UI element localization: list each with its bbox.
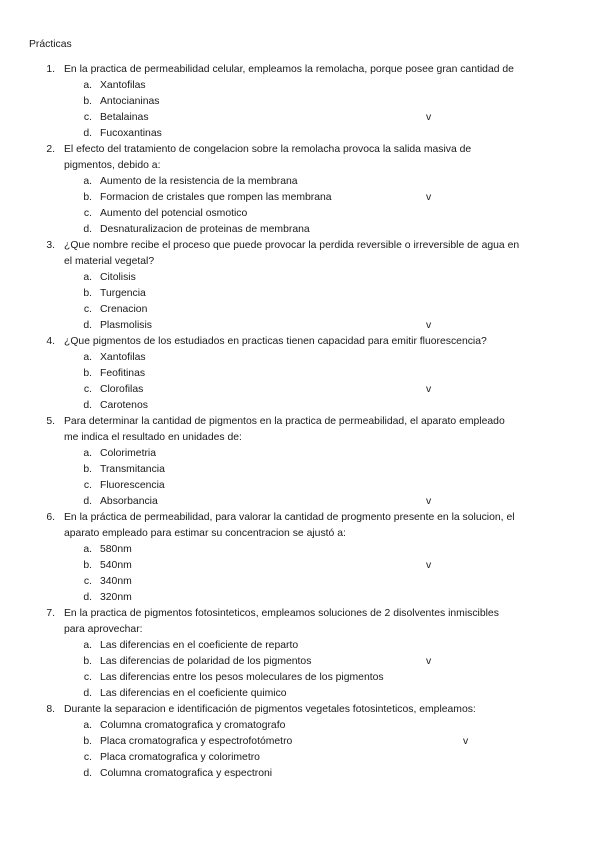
question-item xyxy=(0,334,600,414)
option-letter: b. xyxy=(83,368,92,379)
answer-option xyxy=(0,718,600,734)
option-text: Columna cromatografica y cromatografo xyxy=(100,720,286,731)
answer-option xyxy=(0,270,600,286)
answer-option xyxy=(0,654,600,670)
option-letter: c. xyxy=(83,384,92,395)
question-line xyxy=(0,510,600,526)
question-line xyxy=(0,254,600,270)
correct-answer-mark: v xyxy=(463,736,469,747)
option-letter: a. xyxy=(83,720,92,731)
correct-answer-mark: v xyxy=(426,496,432,507)
question-item xyxy=(0,414,600,510)
answer-option xyxy=(0,574,600,590)
option-text: 340nm xyxy=(100,576,132,587)
option-letter: d. xyxy=(83,320,92,331)
answer-option xyxy=(0,638,600,654)
option-text: Formacion de cristales que rompen las membrana xyxy=(100,192,332,203)
option-text: Feofitinas xyxy=(100,368,146,379)
option-text: Plasmolisis xyxy=(100,320,152,331)
question-item xyxy=(0,62,600,142)
answer-option xyxy=(0,558,600,574)
question-text: En la práctica de permeabilidad, para valorar la cantidad de progmento presente en la solucion, el xyxy=(64,512,515,523)
question-text: pigmentos, debido a: xyxy=(64,160,161,171)
question-text: aparato empleado para estimar su concentracion se ajustó a: xyxy=(64,528,346,539)
option-letter: b. xyxy=(83,192,92,203)
question-text: El efecto del tratamiento de congelacion sobre la remolacha provoca la salida masiva de xyxy=(64,144,472,155)
question-number: 2. xyxy=(46,144,55,155)
question-line xyxy=(0,606,600,622)
correct-answer-mark: v xyxy=(426,112,432,123)
option-text: Crenacion xyxy=(100,304,148,315)
option-letter: c. xyxy=(83,208,92,219)
option-letter: a. xyxy=(83,80,92,91)
answer-option xyxy=(0,110,600,126)
answer-option xyxy=(0,446,600,462)
answer-option xyxy=(0,78,600,94)
question-text: Durante la separacion e identificación de pigmentos vegetales fotosinteticos, empleamos: xyxy=(64,704,476,715)
option-text: Carotenos xyxy=(100,400,148,411)
answer-option xyxy=(0,126,600,142)
question-item xyxy=(0,606,600,702)
option-text: Absorbancia xyxy=(100,496,158,507)
question-item xyxy=(0,510,600,606)
answer-option xyxy=(0,286,600,302)
question-number: 6. xyxy=(46,512,55,523)
answer-option xyxy=(0,366,600,382)
question-text: me indica el resultado en unidades de: xyxy=(64,432,242,443)
question-number: 4. xyxy=(46,336,55,347)
option-text: Aumento del potencial osmotico xyxy=(100,208,248,219)
question-line xyxy=(0,62,600,78)
answer-option xyxy=(0,94,600,110)
option-letter: c. xyxy=(83,480,92,491)
question-line xyxy=(0,334,600,350)
correct-answer-mark: v xyxy=(426,560,432,571)
question-line xyxy=(0,526,600,542)
answer-option xyxy=(0,382,600,398)
option-text: Transmitancia xyxy=(100,464,165,475)
answer-option xyxy=(0,734,600,750)
option-text: Las diferencias en el coeficiente de reparto xyxy=(100,640,299,651)
answer-option xyxy=(0,590,600,606)
answer-option xyxy=(0,462,600,478)
option-text: Las diferencias entre los pesos moleculares de los pigmentos xyxy=(100,672,384,683)
option-letter: c. xyxy=(83,576,92,587)
option-letter: c. xyxy=(83,304,92,315)
question-line xyxy=(0,430,600,446)
question-line xyxy=(0,158,600,174)
correct-answer-mark: v xyxy=(426,320,432,331)
option-letter: b. xyxy=(83,656,92,667)
option-text: Columna cromatografica y espectroni xyxy=(100,768,273,779)
option-text: Fucoxantinas xyxy=(100,128,162,139)
question-number: 5. xyxy=(46,416,55,427)
option-text: Turgencia xyxy=(100,288,146,299)
answer-option xyxy=(0,750,600,766)
question-line xyxy=(0,238,600,254)
option-letter: a. xyxy=(83,272,92,283)
answer-option xyxy=(0,478,600,494)
answer-option xyxy=(0,686,600,702)
question-number: 3. xyxy=(46,240,55,251)
question-item xyxy=(0,702,600,782)
question-number: 1. xyxy=(46,64,55,75)
option-text: Aumento de la resistencia de la membrana xyxy=(100,176,298,187)
option-letter: a. xyxy=(83,352,92,363)
option-letter: c. xyxy=(83,112,92,123)
answer-option xyxy=(0,542,600,558)
option-text: Clorofilas xyxy=(100,384,144,395)
option-text: Citolisis xyxy=(100,272,136,283)
question-item xyxy=(0,142,600,238)
question-text: En la practica de permeabilidad celular, empleamos la remolacha, porque posee gran cantidad de xyxy=(64,64,514,75)
correct-answer-mark: v xyxy=(426,384,432,395)
option-text: Colorimetria xyxy=(100,448,157,459)
option-text: 580nm xyxy=(100,544,132,555)
option-letter: b. xyxy=(83,96,92,107)
option-text: Desnaturalizacion de proteinas de membrana xyxy=(100,224,310,235)
answer-option xyxy=(0,766,600,782)
option-letter: c. xyxy=(83,672,92,683)
answer-option xyxy=(0,398,600,414)
option-letter: a. xyxy=(83,640,92,651)
answer-option xyxy=(0,302,600,318)
option-letter: d. xyxy=(83,496,92,507)
option-letter: d. xyxy=(83,224,92,235)
option-text: Antocianinas xyxy=(100,96,160,107)
answer-option xyxy=(0,206,600,222)
option-letter: a. xyxy=(83,544,92,555)
option-letter: c. xyxy=(83,752,92,763)
option-letter: d. xyxy=(83,688,92,699)
option-letter: b. xyxy=(83,560,92,571)
page-title: Prácticas xyxy=(29,39,72,50)
option-letter: b. xyxy=(83,464,92,475)
question-line xyxy=(0,622,600,638)
option-text: Placa cromatografica y colorimetro xyxy=(100,752,260,763)
option-text: Xantofilas xyxy=(100,80,146,91)
option-letter: a. xyxy=(83,448,92,459)
option-letter: d. xyxy=(83,400,92,411)
option-text: Fluorescencia xyxy=(100,480,165,491)
option-text: 540nm xyxy=(100,560,132,571)
question-line xyxy=(0,142,600,158)
answer-option xyxy=(0,222,600,238)
question-line xyxy=(0,414,600,430)
option-letter: d. xyxy=(83,128,92,139)
question-text: ¿Que nombre recibe el proceso que puede provocar la perdida reversible o irreversible de agua en xyxy=(64,240,520,251)
option-letter: d. xyxy=(83,768,92,779)
question-text: Para determinar la cantidad de pigmentos en la practica de permeabilidad, el aparato empleado xyxy=(64,416,505,427)
option-letter: d. xyxy=(83,592,92,603)
option-text: Las diferencias en el coeficiente quimico xyxy=(100,688,287,699)
question-text: En la practica de pigmentos fotosinteticos, empleamos soluciones de 2 disolventes inmiscibles xyxy=(64,608,499,619)
option-text: 320nm xyxy=(100,592,132,603)
answer-option xyxy=(0,174,600,190)
question-text: ¿Que pigmentos de los estudiados en practicas tienen capacidad para emitir fluorescencia? xyxy=(64,336,487,347)
correct-answer-mark: v xyxy=(426,656,432,667)
answer-option xyxy=(0,670,600,686)
question-number: 7. xyxy=(46,608,55,619)
question-line xyxy=(0,702,600,718)
option-text: Las diferencias de polaridad de los pigmentos xyxy=(100,656,312,667)
question-list xyxy=(0,62,600,782)
answer-option xyxy=(0,350,600,366)
answer-option xyxy=(0,318,600,334)
option-text: Xantofilas xyxy=(100,352,146,363)
option-letter: b. xyxy=(83,736,92,747)
option-letter: a. xyxy=(83,176,92,187)
answer-option xyxy=(0,494,600,510)
answer-option xyxy=(0,190,600,206)
correct-answer-mark: v xyxy=(426,192,432,203)
question-item xyxy=(0,238,600,334)
question-text: el material vegetal? xyxy=(64,256,155,267)
question-number: 8. xyxy=(46,704,55,715)
option-letter: b. xyxy=(83,288,92,299)
question-text: para aprovechar: xyxy=(64,624,143,635)
option-text: Betalainas xyxy=(100,112,149,123)
option-text: Placa cromatografica y espectrofotómetro xyxy=(100,736,293,747)
